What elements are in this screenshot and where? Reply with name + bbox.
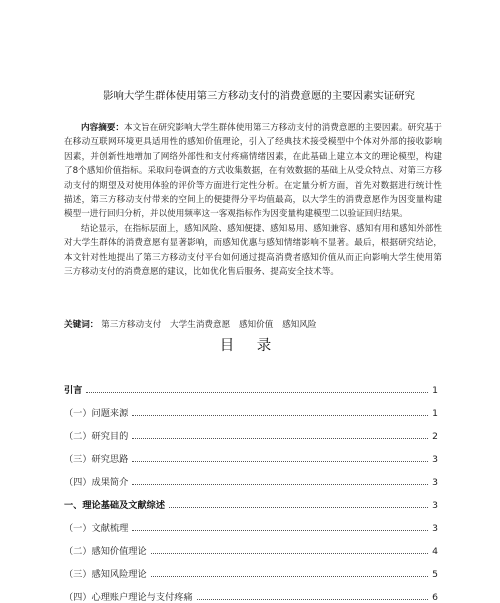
toc-entry[interactable] — [64, 557, 438, 580]
toc-entry-page: 3 — [432, 477, 438, 488]
abstract-section — [64, 121, 442, 279]
keyword: 大学生消费意愿 — [170, 320, 231, 330]
toc-entry-title: 一、理论基础及文献综述 — [64, 497, 167, 511]
toc-entry[interactable] — [64, 442, 438, 465]
toc-entry-title: （四）心理账户理论与支付疼痛 — [64, 589, 195, 603]
toc-entry-page: 3 — [432, 500, 438, 511]
abstract-paragraph-1 — [64, 121, 442, 222]
toc-entry-page: 1 — [432, 385, 438, 396]
toc-entry-page: 3 — [432, 454, 438, 465]
toc-entry-page: 2 — [432, 431, 438, 442]
toc-entry-title: （一）问题来源 — [64, 405, 130, 419]
keywords-line — [64, 319, 442, 331]
toc-leader-dots — [132, 461, 428, 462]
keyword: 感知风险 — [282, 320, 317, 330]
document-title: 影响大学生群体使用第三方移动支付的消费意愿的主要因素实证研究 — [103, 90, 415, 102]
toc-entry-title: （四）成果简介 — [64, 474, 130, 488]
keyword: 感知价值 — [238, 320, 274, 330]
toc-entry-title: （二）研究目的 — [64, 428, 130, 442]
toc-leader-dots — [151, 553, 428, 554]
toc-entry[interactable] — [64, 396, 438, 419]
toc-leader-dots — [86, 392, 428, 393]
toc-entry-title: （三）研究思路 — [64, 451, 130, 465]
toc-leader-dots — [197, 599, 428, 600]
table-of-contents — [64, 373, 438, 603]
toc-heading: 目 录 — [219, 338, 281, 354]
toc-entry[interactable] — [64, 465, 438, 488]
toc-entry-page: 6 — [432, 592, 438, 603]
toc-leader-dots — [132, 530, 428, 531]
toc-entry[interactable] — [64, 488, 438, 511]
toc-entry[interactable] — [64, 511, 438, 534]
toc-entry-title: 引言 — [64, 382, 84, 396]
abstract-text-1: 本文旨在研究影响大学生群体使用第三方移动支付的消费意愿的主要因素。研究基于在移动互联网环境更具适用性的感知价值理论，引入了经典技术接受模型中个体对外部的接收影响因素，并创新性地增加了网络外部性和支付疼痛情绪因素，在此基础上建立本文的理论模型，构建了8个感知价值指标。采取问卷调查的方式收集数据，在有效数据的基础上从受众特点、对第三方移动支付的期望及对使用体验的评价等方面进行定性分析。在定量分析方面，首先对数据进行统计性描述，第三方移动支付带来的空间上的便捷得分平均值最高，以大学生的消费意愿作为因变量构建模型一进行回归分析，并以使用频率这一客观指标作为因变量构建模型二以验证回归结果。 — [64, 123, 442, 220]
toc-entry-page: 5 — [432, 569, 438, 580]
toc-entry[interactable] — [64, 373, 438, 396]
toc-entry-page: 3 — [432, 523, 438, 534]
toc-entry-title: （二）感知价值理论 — [64, 543, 149, 557]
toc-leader-dots — [151, 576, 428, 577]
abstract-paragraph-2: 结论显示，在指标层面上，感知风险、感知便捷、感知易用、感知兼容、感知有用和感知外部性对大学生群体的消费意愿有显著影响，而感知优惠与感知情绪影响不显著。最后，根据研究结论，本文针对性地提出了第三方移动支付平台如何通过提高消费者感知价值从而正向影响大学生使用第三方移动支付的消费意愿的建议，比如优化售后服务、提高安全技术等。 — [64, 223, 442, 278]
keywords-label: 关键词： — [64, 320, 99, 330]
toc-entry-page: 4 — [432, 546, 438, 557]
toc-leader-dots — [132, 415, 428, 416]
abstract-label: 内容摘要： — [81, 123, 124, 133]
toc-leader-dots — [132, 438, 428, 439]
toc-entry[interactable] — [64, 419, 438, 442]
toc-entry-title: （一）文献梳理 — [64, 520, 130, 534]
toc-entry-title: （三）感知风险理论 — [64, 566, 149, 580]
toc-leader-dots — [169, 507, 428, 508]
toc-entry[interactable] — [64, 534, 438, 557]
toc-entry-page: 1 — [432, 408, 438, 419]
toc-entry[interactable] — [64, 580, 438, 603]
keyword: 第三方移动支付 — [101, 320, 162, 330]
toc-leader-dots — [132, 484, 428, 485]
